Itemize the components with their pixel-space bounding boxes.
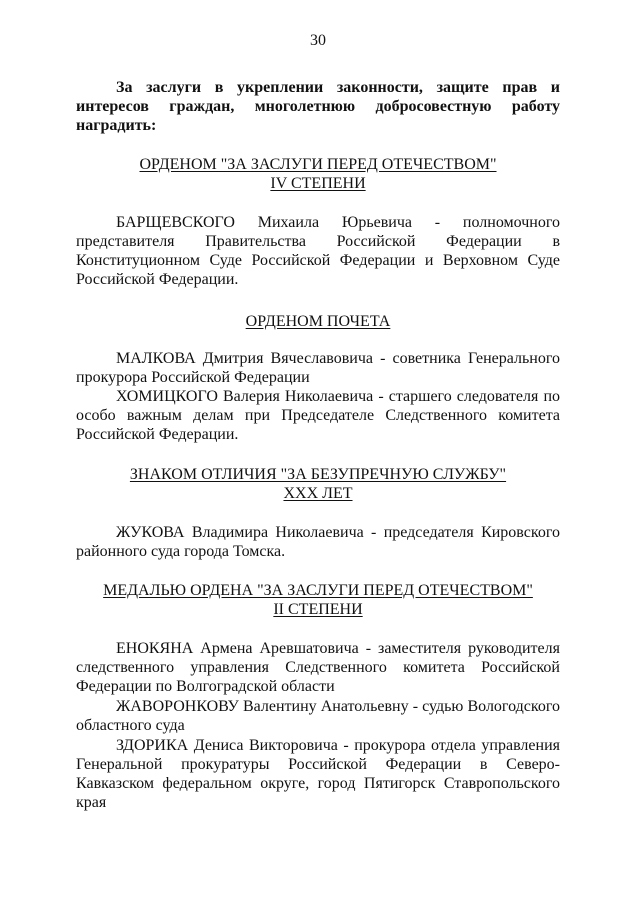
award-title-order-honor [76, 312, 560, 331]
award-entry: ХОМИЦКОГО Валерия Николаевича - старшего следователя по особо важным делам при Председателе Следственного комитета Российской Федерации. [76, 388, 560, 443]
award-title-line1: ЗНАКОМ ОТЛИЧИЯ "ЗА БЕЗУПРЕЧНУЮ СЛУЖБУ" [129, 466, 507, 483]
intro-paragraph: За заслуги в укреплении законности, защите прав и интересов граждан, многолетнюю добросовестную работу наградить: [76, 79, 560, 134]
award-entry: ЖАВОРОНКОВУ Валентину Анатольевну - судью Вологодского областного суда [76, 698, 560, 734]
award-entry: МАЛКОВА Дмитрия Вячеславовича - советника Генерального прокурора Российской Федерации [76, 350, 560, 386]
award-title-line2: II СТЕПЕНИ [273, 601, 363, 618]
award-title-line1: ОРДЕНОМ ПОЧЕТА [245, 313, 391, 330]
award-title-order-merit-fatherland [76, 155, 560, 193]
award-entry: ЗДОРИКА Дениса Викторовича - прокурора отдела управления Генеральной прокуратуры Российской Федерации в Северо-Кавказском федеральном округе, город Пятигорск Ставропольского края [76, 737, 560, 811]
award-entry: БАРЩЕВСКОГО Михаила Юрьевича - полномочного представителя Правительства Российской Федерации в Конституционном Суде Российской Федерации и Верховном Суде Российской Федерации. [76, 214, 560, 288]
award-title-badge-impeccable-service [76, 465, 560, 503]
award-title-line2: XXX ЛЕТ [283, 485, 353, 502]
award-title-medal-order-merit-fatherland [76, 581, 560, 619]
award-entry: ЕНОКЯНА Армена Аревшатовича - заместителя руководителя следственного управления Следственного комитета Российской Федерации по Волгоградской области [76, 640, 560, 695]
award-entry: ЖУКОВА Владимира Николаевича - председателя Кировского районного суда города Томска. [76, 524, 560, 560]
award-title-line1: ОРДЕНОМ "ЗА ЗАСЛУГИ ПЕРЕД ОТЕЧЕСТВОМ" [139, 156, 497, 173]
award-title-line1: МЕДАЛЬЮ ОРДЕНА "ЗА ЗАСЛУГИ ПЕРЕД ОТЕЧЕСТВОМ" [103, 582, 533, 599]
award-title-line2: IV СТЕПЕНИ [270, 175, 366, 192]
page-number: 30 [310, 32, 326, 49]
